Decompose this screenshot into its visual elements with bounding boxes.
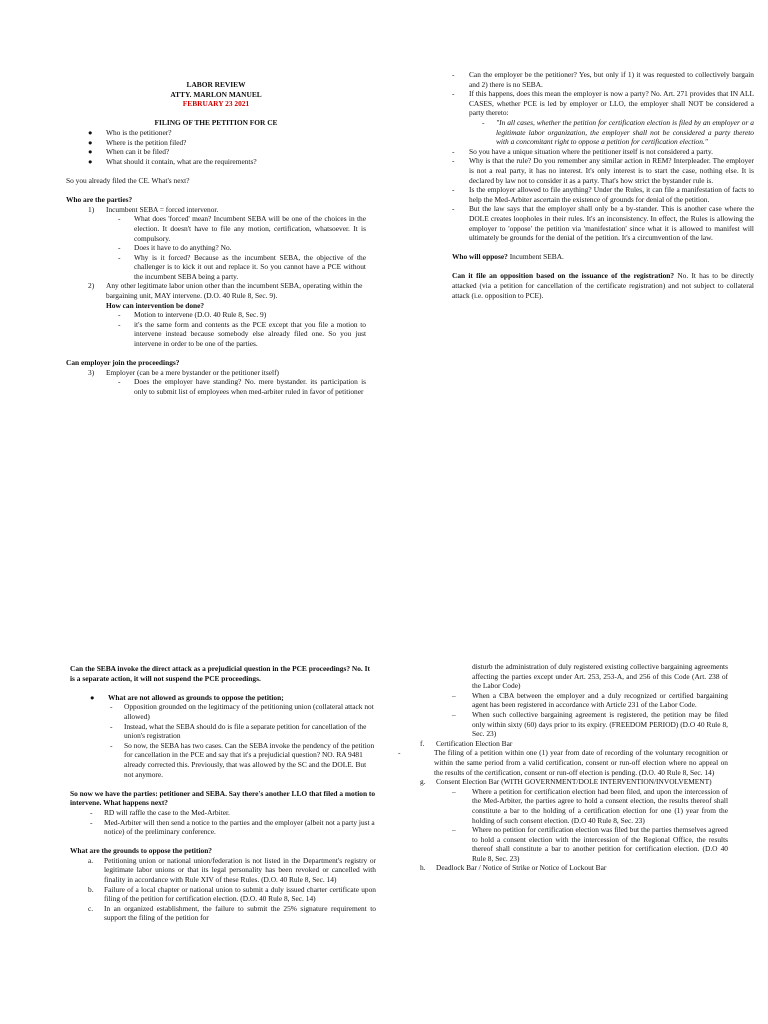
opposition-line: Can it file an opposition based on the issuance of the registration? No. It has to be directly attacked (via a petition for cancellation of the certificate registration) and not subject to collateral attack (i.e. opposition to PCE). [452, 271, 754, 300]
employer-heading: Can employer join the proceedings? [66, 358, 180, 368]
grounds-question: What are the grounds to oppose the petition? [70, 846, 213, 856]
doc-author: ATTY. MARLON MANUEL [170, 89, 262, 99]
item-f-title: f. Certification Election Bar [420, 738, 513, 748]
intervention-dash-list [66, 310, 366, 348]
list-item: ● What should it contain, what are the requirements? [88, 156, 257, 166]
page1-left-column [66, 80, 366, 397]
list-item: – Where no petition for certification election was filed but the parties themselves agreed to hold a consent election with the intercession of the Regional Office, the results thereof shall constitute a bar to another petition for certification election. (D.O 40 Rule 8, Sec. 23) [452, 825, 728, 863]
list-item: - Instead, what the SEBA should do is file a separate petition for cancellation of the union's registration [110, 721, 367, 741]
not-allowed-dash-list [70, 702, 376, 779]
list-item: - RD will raffle the case to the Med-Arbiter. [90, 807, 230, 817]
consent-dash-list [398, 787, 728, 864]
list-item: - Can the employer be the petitioner? Yes, but only if 1) it was requested to collectively bargain and 2) there is no SEBA. [452, 70, 754, 89]
list-item: - But the law says that the employer shall only be a by-stander. This is another case where the DOLE creates loopholes in their rules. It's an inconsistency. In effect, the Rules is allowing the employer to 'oppose' the petition via 'manifestation' since what it is allowed to manifest will ultimately be grounds for the denial of the petition. It's a circumvention of the law. [452, 204, 754, 243]
list-item: - Why is that the rule? Do you remember any similar action in REM? Interpleader. The employer is not a real party, it has no interest. It's only interest is to start the case, nothing else. It is declared by law not to consider it as a party. That's how strict the bystander rule is. [452, 156, 754, 185]
llo-dash-list [70, 808, 376, 837]
list-item: - Motion to intervene (D.O. 40 Rule 8, Sec. 9) [118, 310, 267, 320]
doc-date: FEBRUARY 23 2021 [182, 99, 250, 109]
right-dash-list [452, 70, 754, 118]
party-1-dash-list [66, 214, 366, 281]
list-item: b. Failure of a local chapter or national union to submit a duly issued charter certificate upon filing of the petition for certification election. (D.O. 40 Rule 8, Sec. 14) [88, 884, 376, 904]
continued-text: disturb the administration of duly registered existing collective bargaining agreements affecting the parties except under Art. 253, 253-A, and 256 of this Code (Art. 238 of the Labor Code) [472, 662, 728, 691]
list-item: – When such collective bargaining agreement is registered, the petition may be filed only within sixty (60) days prior to its expiry. (FREEDOM PERIOD) (D.O 40 Rule 8, Sec. 23) [452, 709, 728, 739]
list-item: - Is the employer allowed to file anything? Under the Rules, it can file a manifestation of facts to help the Med-Arbiter ascertain the existence of grounds for denial of the petition. [452, 185, 754, 204]
list-item: c. In an organized establishment, the failure to submit the 25% signature requirement to support the filing of the petition for [88, 903, 376, 923]
intro-line: So you already filed the CE. What's next? [66, 175, 190, 185]
page2-left-column [70, 664, 376, 923]
page2-right-column [398, 662, 728, 873]
list-item: - What does 'forced' mean? Incumbent SEBA will be one of the choices in the election. It doesn't have to file any motion, certification, whatsoever. It is compulsory. [118, 214, 366, 243]
list-item: - Does the employer have standing? No. mere bystander. its participation is only to submit list of employees when med-arbiter ruled in favor of petitioner [118, 377, 366, 396]
grounds-list [70, 856, 376, 923]
list-item: a. Petitioning union or national union/federation is not listed in the Department's registry or legitimate labor unions or that its legal personality has been revoked or cancelled with finality in accordance with Rule XIV of these Rules. (D.O. 40 Rule 8, Sec. 14) [88, 855, 376, 885]
party-3-dash-list [66, 377, 366, 396]
list-item: - Opposition grounded on the legitimacy of the petitioning union (collateral attack not allowed) [110, 702, 374, 721]
not-allowed-heading: ● What are not allowed as grounds to oppose the petition; [90, 692, 284, 702]
seba-question: Can the SEBA invoke the direct attack as a prejudicial question in the PCE proceedings? No. It is a separate action, it will not suspend the PCE proceedings. [70, 664, 370, 683]
cba-dash-list [398, 691, 728, 739]
party-2: 2) Any other legitimate labor union other than the incumbent SEBA, operating within the bargaining unit, MAY intervene. (D.O. 40 Rule 8, Sec. 9). [88, 281, 363, 301]
document-page-2 [0, 512, 768, 1024]
item-g-title: g. Consent Election Bar (WITH GOVERNMENT/DOLE INTERVENTION/INVOLVEMENT) [420, 777, 712, 787]
list-item: - Does it have to do anything? No. [118, 243, 232, 253]
page1-right-column [452, 70, 754, 300]
oppose-line: Who will oppose? Incumbent SEBA. [452, 252, 564, 262]
llo-question: So now we have the parties: petitioner and SEBA. Say there's another LLO that filed a motion to intervene. What happens next? [70, 788, 376, 808]
list-item: ● Who is the petitioner? [88, 127, 172, 137]
list-item: – When a CBA between the employer and a duly recognized or certified bargaining agent has been registered in accordance with Article 231 of the Labor Code. [452, 690, 728, 710]
list-item: ● Where is the petition filed? [88, 137, 187, 147]
party-1: 1) Incumbent SEBA = forced intervenor. [88, 204, 219, 214]
parties-heading: Who are the parties? [66, 195, 133, 205]
list-item: - it's the same form and contents as the PCE except that you file a motion to intervene instead because somebody else already filed one. So you just intervene in order to be one of the parties. [118, 319, 366, 349]
item-h-title: h. Deadlock Bar / Notice of Strike or Notice of Lockout Bar [420, 863, 607, 873]
list-item: - Why is it forced? Because as the incumbent SEBA, the objective of the challenger is to kick it out and replace it. So you cannot have a PCE without the incumbent SEBA being a party. [118, 252, 366, 281]
intervention-heading: How can intervention be done? [106, 300, 205, 310]
party-3: 3) Employer (can be a mere bystander or the petitioner itself) [88, 367, 279, 377]
doc-topic: FILING OF THE PETITION FOR CE [154, 118, 278, 128]
right-dash-list-2 [452, 147, 754, 243]
doc-title: LABOR REVIEW [186, 80, 246, 89]
list-item: – Where a petition for certification election had been filed, and upon the intercession of the Med-Arbiter, the parties agree to hold a consent election, the results thereof shall constitute a bar to the holding of a certification election for one (1) year from the holding of such consent election. (D.O 40 Rule 8, Sec. 23) [452, 786, 728, 825]
article-quote: - "In all cases, whether the petition for certification election is filed by an employer or a legitimate labor organization, the employer shall not be considered a party thereto with a concomitant right to oppose a petition for certification election." [482, 117, 754, 147]
list-item: ● When can it be filed? [88, 147, 170, 157]
list-item: - Med-Arbiter will then send a notice to the parties and the employer (albeit not a party just a notice) of the preliminary conference. [90, 817, 375, 837]
intro-bullet-list [66, 128, 366, 166]
list-item: - If this happens, does this mean the employer is now a party? No. Art. 271 provides that IN ALL CASES, whether PCE is led by employer or LLO, the employer shall NOT be considered a party thereto: [452, 89, 754, 118]
list-item: - So you have a unique situation where the petitioner itself is not considered a party. [452, 146, 713, 156]
list-item: - So now, the SEBA has two cases. Can the SEBA invoke the pendency of the petition for cancellation in the PCE and say that it's a prejudicial question? NO. RA 9481 already corrected this. Previously, that was allowed by the SC and the DOLE. But not anymore. [110, 740, 375, 779]
item-f-text: - The filing of a petition within one (1) year from date of recording of the voluntary recognition or within the same period from a valid certification, consent or run-off election where no appeal on the results of the certification, consent or run-off election is pending. (D.O. 40 Rule 8, Sec. 14) [398, 748, 728, 777]
